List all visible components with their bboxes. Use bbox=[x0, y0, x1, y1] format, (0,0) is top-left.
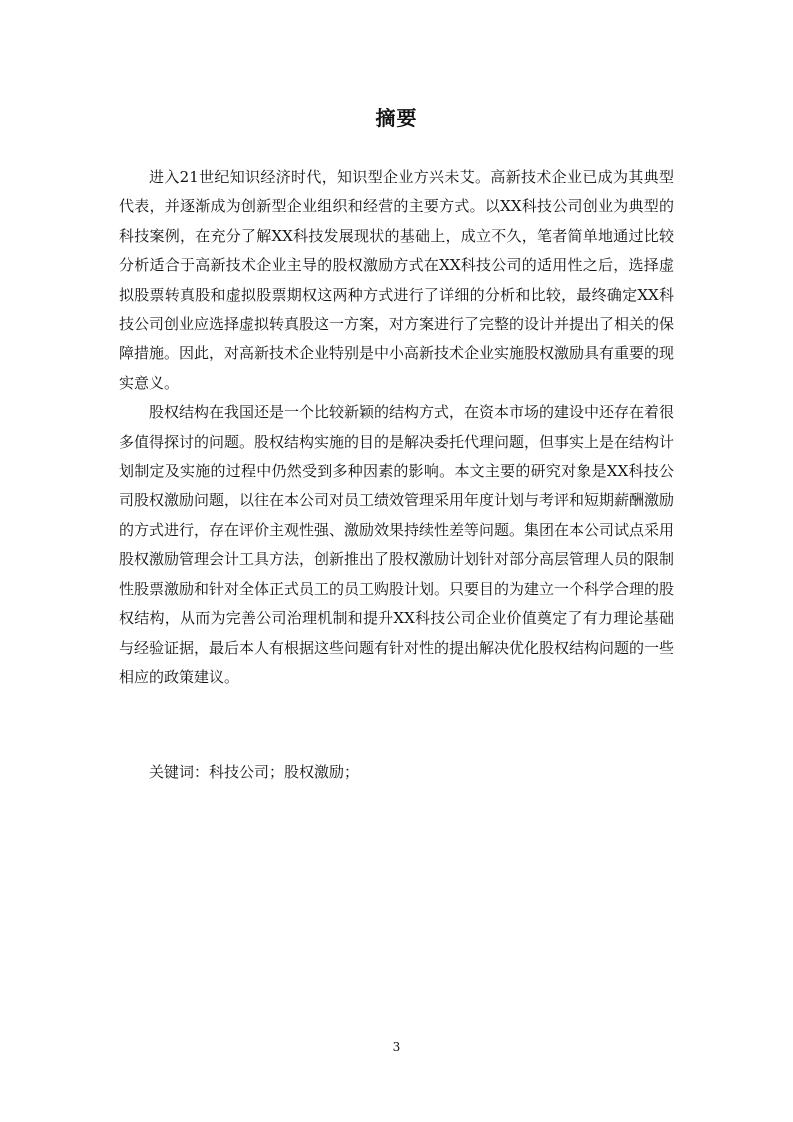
abstract-paragraph-2: 股权结构在我国还是一个比较新颖的结构方式，在资本市场的建设中还存在着很多值得探讨的问题。股权结构实施的目的是解决委托代理问题，但事实上是在结构计划制定及实施的过程中仍然受到多种因素的影响。本文主要的研究对象是XX科技公司股权激励问题，以往在本公司对员工绩效管理采用年度计划与考评和短期薪酬激励的方式进行，存在评价主观性强、激励效果持续性差等问题。集团在本公司试点采用股权激励管理会计工具方法，创新推出了股权激励计划针对部分高层管理人员的限制性股票激励和针对全体正式员工的员工购股计划。只要目的为建立一个科学合理的股权结构，从而为完善公司治理机制和提升XX科技公司企业价值奠定了有力理论基础与经验证据，最后本人有根据这些问题有针对性的提出解决优化股权结构问题的一些相应的政策建议。 bbox=[119, 403, 675, 686]
abstract-paragraph-1: 进入21世纪知识经济时代，知识型企业方兴未艾。高新技术企业已成为其典型代表，并逐渐成为创新型企业组织和经营的主要方式。以XX科技公司创业为典型的科技案例，在充分了解XX科技发展现状的基础上，成立不久，笔者简单地通过比较分析适合于高新技术企业主导的股权激励方式在XX科技公司的适用性之后，选择虚拟股票转真股和虚拟股票期权这两种方式进行了详细的分析和比较，最终确定XX科技公司创业应选择虚拟转真股这一方案，对方案进行了完整的设计并提出了相关的保障措施。因此，对高新技术企业特别是中小高新技术企业实施股权激励具有重要的现实意义。 bbox=[119, 168, 675, 392]
abstract-body bbox=[119, 163, 674, 692]
page-title: 摘要 bbox=[375, 106, 418, 130]
keywords-line: 关键词：科技公司；股权激励； bbox=[149, 763, 360, 781]
page-number: 3 bbox=[392, 1040, 401, 1054]
